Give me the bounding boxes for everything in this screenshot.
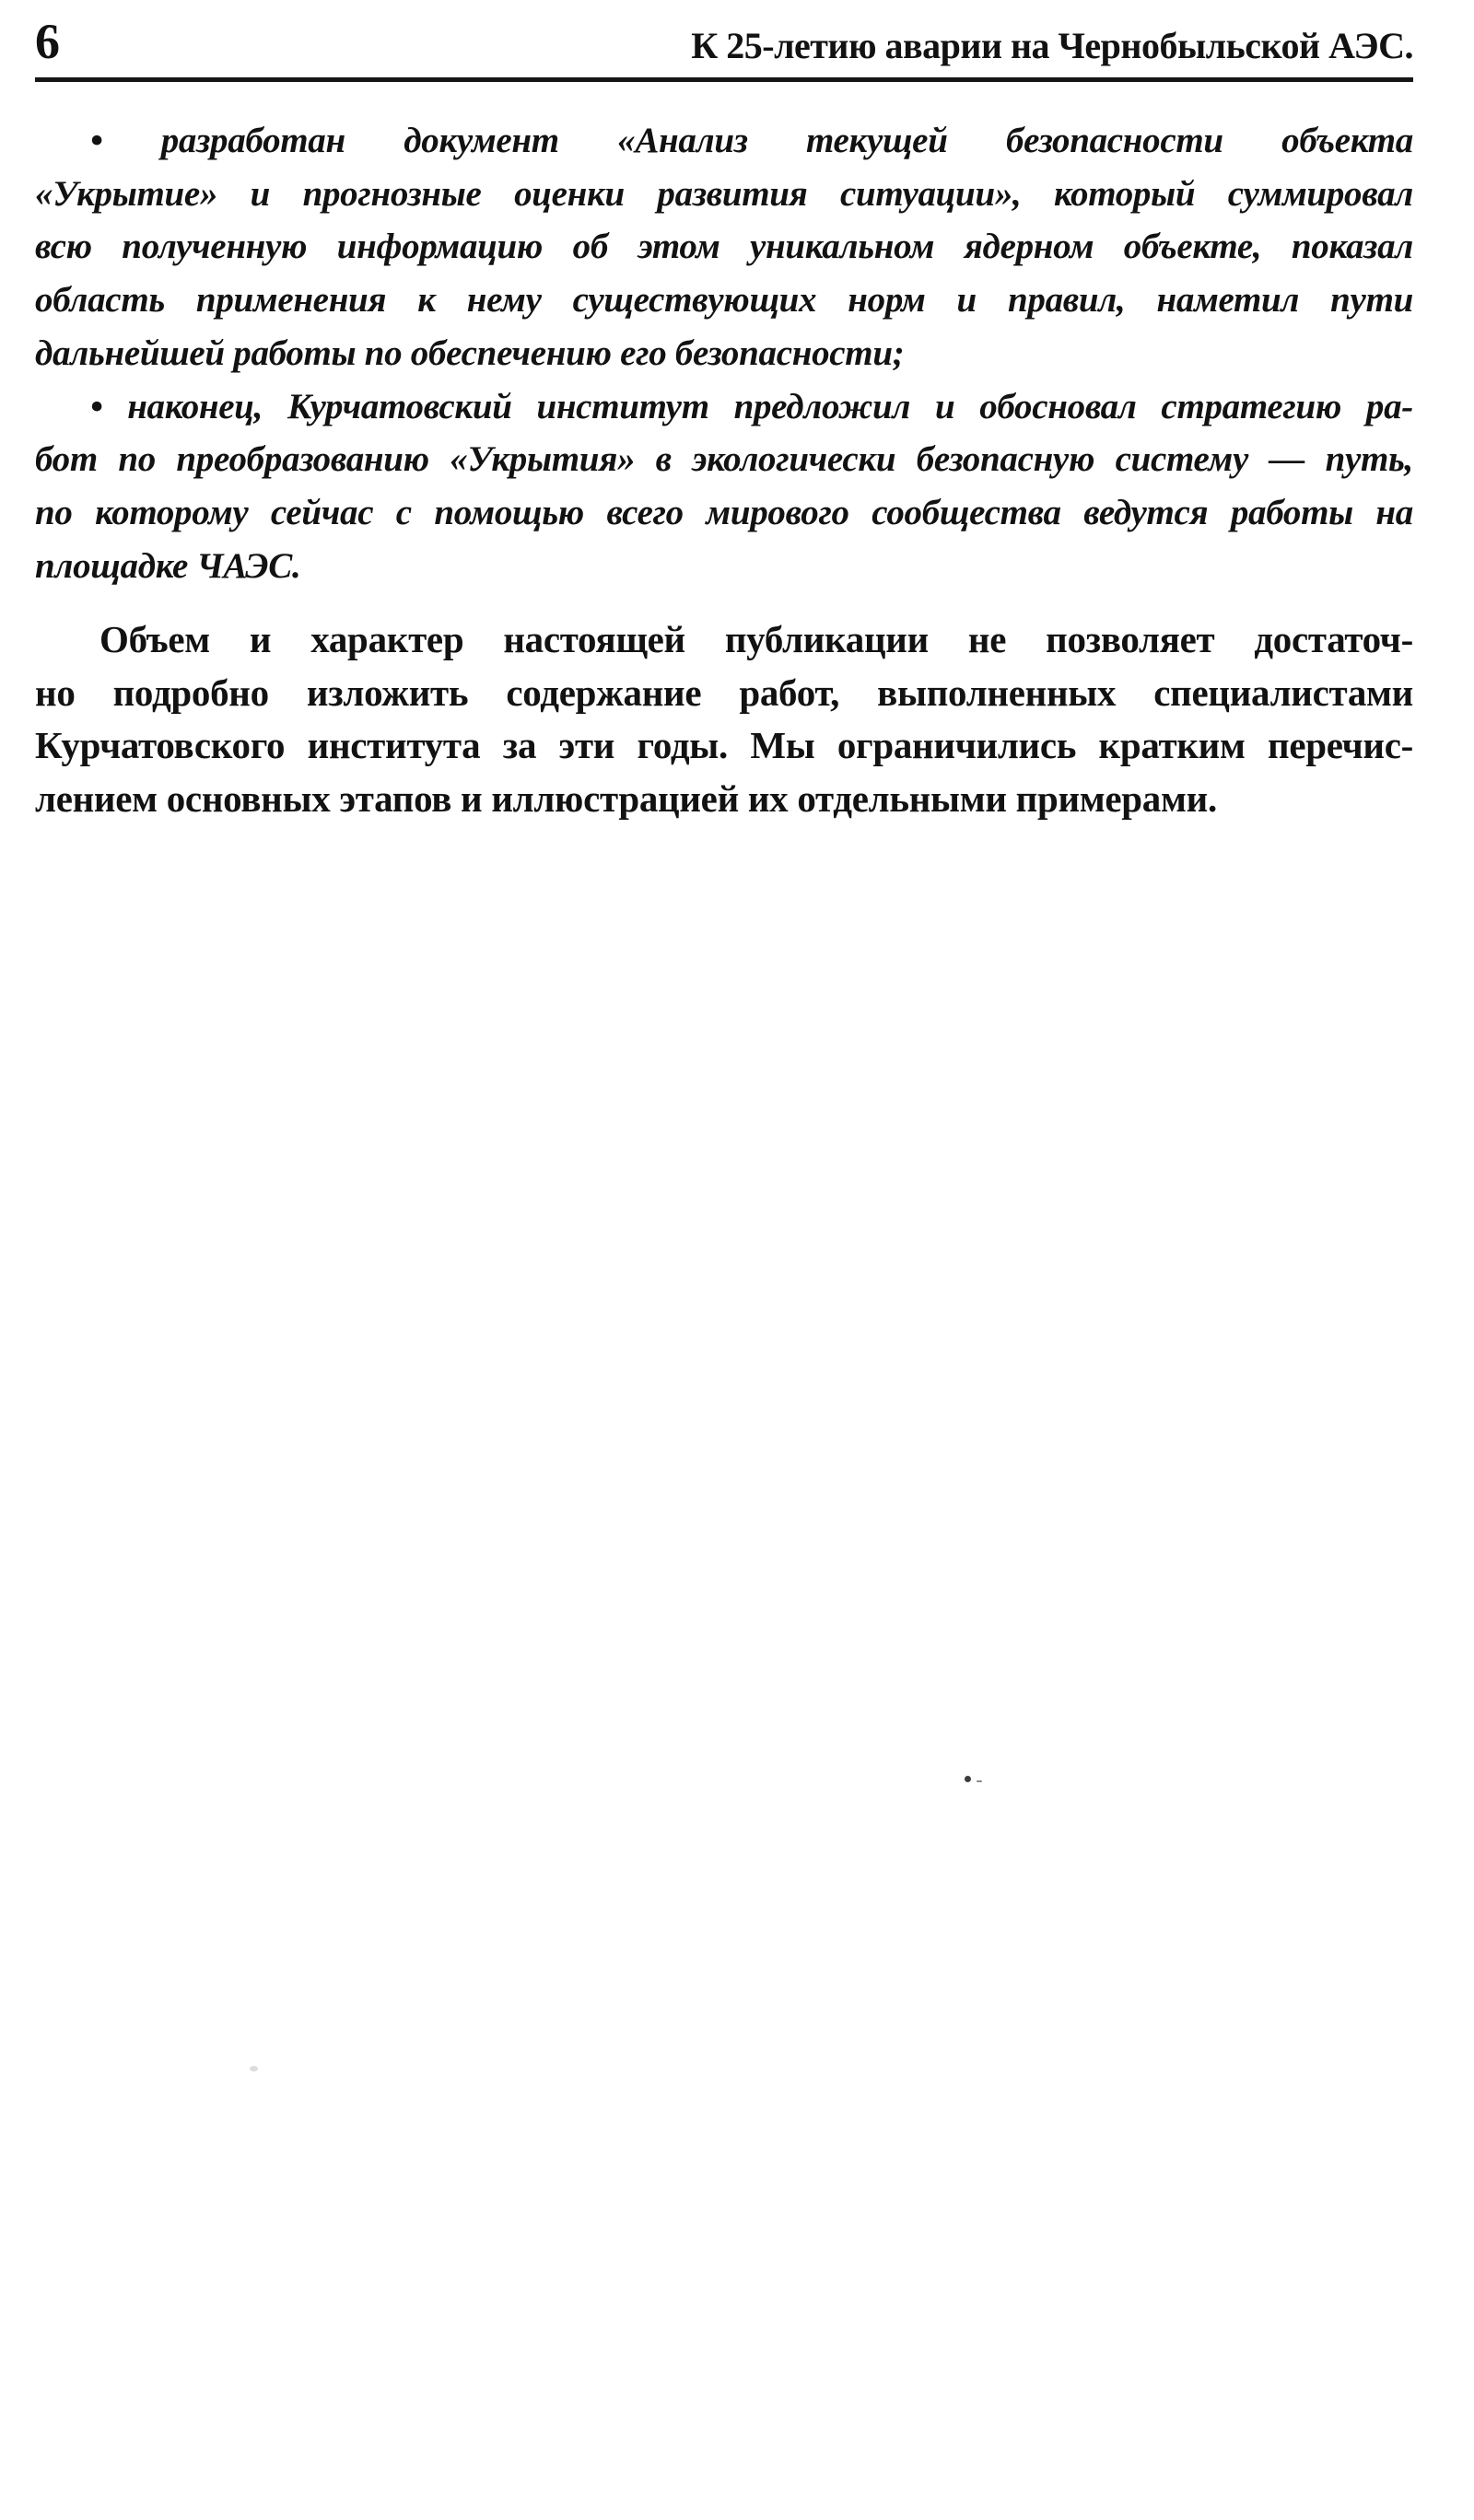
page-header — [35, 14, 1413, 71]
scan-speck-dash — [977, 1780, 982, 1782]
bullet-1-line: «Укрытие» и прогнозные оценки развития ситуации», который суммировал — [35, 173, 1413, 214]
paragraph-line: но подробно изложить содержание работ, выполненных специалистами — [35, 671, 1413, 714]
paragraph-line: Курчатовского института за эти годы. Мы ограничились кратким перечис- — [35, 724, 1413, 767]
scan-speck-dot — [965, 1776, 971, 1782]
bullet-1-line: дальнейшей работы по обеспечению его безопасности; — [35, 332, 905, 373]
body-paragraph — [35, 613, 1413, 826]
bullet-list — [35, 114, 1413, 592]
page-number: 6 — [35, 14, 60, 69]
running-title: К 25-летию аварии на Чернобыльской АЭС. — [691, 25, 1413, 66]
bullet-1-line: всю полученную информацию об этом уникальном ядерном объекте, показал — [35, 227, 1413, 267]
bullet-1-line: область применения к нему существующих норм и правил, наметил пути — [35, 280, 1413, 321]
header-rule — [35, 77, 1413, 82]
paragraph-line: лением основных этапов и иллюстрацией их отдельными примерами. — [35, 777, 1217, 821]
bullet-2-line: бот по преобразованию «Укрытия» в экологически безопасную систему — путь, — [35, 439, 1413, 480]
scan-speck-faint — [250, 2066, 258, 2071]
paragraph-line: Объем и характер настоящей публикации не позволяет достаточ- — [99, 618, 1413, 660]
bullet-2-line: по которому сейчас с помощью всего мирового сообщества ведутся работы на — [35, 492, 1413, 532]
bullet-2-line: площадке ЧАЭС. — [35, 545, 301, 586]
bullet-1-line: • разработан документ «Анализ текущей безопасности объекта — [90, 121, 1413, 160]
bullet-2-line: • наконец, Курчатовский институт предложил и обосновал стратегию ра- — [90, 386, 1413, 426]
